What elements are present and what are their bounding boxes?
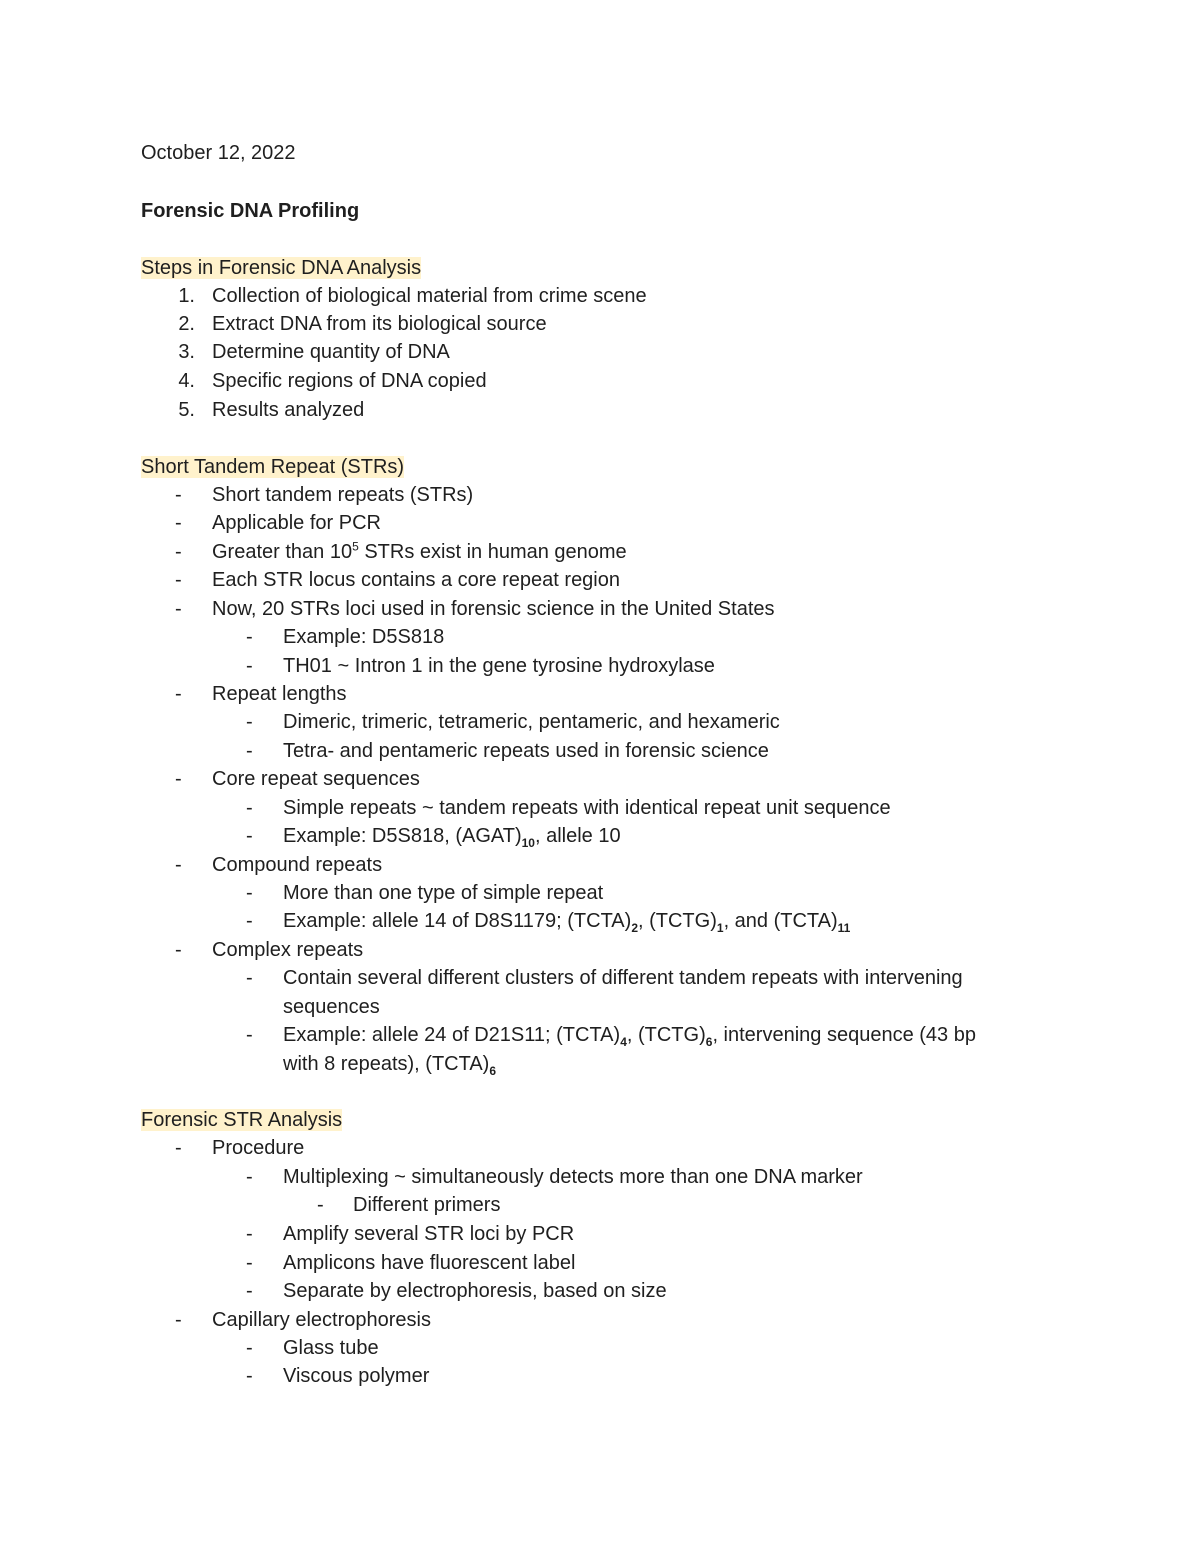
- list-number: 5.: [178, 399, 195, 421]
- list-subitem: Example: allele 14 of D8S1179; $(TCTA)_2$, $(TCTG)_1$, and $(TCTA)_{11}$: [283, 910, 851, 935]
- bullet-dash: -: [175, 854, 182, 876]
- list-item: Short tandem repeats (STRs): [212, 484, 474, 506]
- bullet-dash: -: [246, 882, 253, 904]
- list-item: Each STR locus contains a core repeat region: [212, 569, 620, 591]
- bullet-dash: -: [175, 1309, 182, 1331]
- list-item: Core repeat sequences: [212, 768, 420, 790]
- list-item: Procedure: [212, 1137, 305, 1159]
- list-item: Compound repeats: [212, 854, 383, 876]
- document-date: October 12, 2022: [141, 142, 296, 164]
- list-item: Repeat lengths: [212, 683, 347, 705]
- bullet-dash: -: [246, 1252, 253, 1274]
- list-subitem: Simple repeats ~ tandem repeats with identical repeat unit sequence: [283, 797, 891, 819]
- list-subitem: Tetra- and pentameric repeats used in forensic science: [283, 740, 769, 762]
- list-number: 4.: [178, 370, 195, 392]
- list-item: Determine quantity of DNA: [212, 341, 450, 363]
- list-item: Greater than $10^5$ STRs exist in human genome: [212, 539, 627, 563]
- bullet-dash: -: [175, 512, 182, 534]
- bullet-dash: -: [175, 598, 182, 620]
- bullet-dash: -: [246, 797, 253, 819]
- bullet-dash: -: [246, 711, 253, 733]
- list-subsubitem: Different primers: [353, 1194, 501, 1216]
- bullet-dash: -: [175, 541, 182, 563]
- bullet-dash: -: [246, 967, 253, 989]
- list-item: Complex repeats: [212, 939, 364, 961]
- list-subitem: Amplicons have fluorescent label: [283, 1252, 576, 1274]
- section-heading-str-analysis: Forensic STR Analysis: [141, 1109, 343, 1131]
- list-subitem: Example: D5S818: [283, 626, 445, 648]
- section-heading-steps: Steps in Forensic DNA Analysis: [141, 257, 422, 279]
- list-subitem: Amplify several STR loci by PCR: [283, 1223, 575, 1245]
- list-number: 3.: [178, 341, 195, 363]
- bullet-dash: -: [246, 1024, 253, 1046]
- bullet-dash: -: [246, 1166, 253, 1188]
- list-subitem-continuation: sequences: [283, 996, 380, 1018]
- document-title: Forensic DNA Profiling: [141, 200, 360, 222]
- bullet-dash: -: [175, 1137, 182, 1159]
- bullet-dash: -: [175, 768, 182, 790]
- list-item: Collection of biological material from crime scene: [212, 285, 647, 307]
- list-subitem: Separate by electrophoresis, based on size: [283, 1280, 667, 1302]
- bullet-dash: -: [246, 655, 253, 677]
- list-item: Results analyzed: [212, 399, 365, 421]
- list-subitem: Multiplexing ~ simultaneously detects more than one DNA marker: [283, 1166, 863, 1188]
- bullet-dash: -: [175, 484, 182, 506]
- list-subitem: More than one type of simple repeat: [283, 882, 604, 904]
- bullet-dash: -: [246, 1280, 253, 1302]
- list-number: 2.: [178, 313, 195, 335]
- list-subitem: Viscous polymer: [283, 1365, 430, 1387]
- list-number: 1.: [178, 285, 195, 307]
- list-subitem: Contain several different clusters of different tandem repeats with intervening: [283, 967, 963, 989]
- list-subitem: Glass tube: [283, 1337, 379, 1359]
- bullet-dash: -: [246, 825, 253, 847]
- section-heading-strs: Short Tandem Repeat (STRs): [141, 456, 405, 478]
- list-subitem: Example: allele 24 of D21S11; $(TCTA)_4$, $(TCTG)_6$, intervening sequence (43 bp: [283, 1024, 976, 1049]
- bullet-dash: -: [175, 683, 182, 705]
- bullet-dash: -: [246, 1365, 253, 1387]
- list-item: Extract DNA from its biological source: [212, 313, 547, 335]
- bullet-dash: -: [317, 1194, 324, 1216]
- list-item: Capillary electrophoresis: [212, 1309, 431, 1331]
- bullet-dash: -: [175, 939, 182, 961]
- list-item: Applicable for PCR: [212, 512, 381, 534]
- list-item: Now, 20 STRs loci used in forensic science in the United States: [212, 598, 775, 620]
- bullet-dash: -: [246, 1223, 253, 1245]
- bullet-dash: -: [246, 910, 253, 932]
- list-subitem-continuation: with 8 repeats), $(TCTA)_6$: [283, 1053, 497, 1078]
- list-subitem: TH01 ~ Intron 1 in the gene tyrosine hydroxylase: [283, 655, 715, 677]
- bullet-dash: -: [175, 569, 182, 591]
- bullet-dash: -: [246, 1337, 253, 1359]
- list-item: Specific regions of DNA copied: [212, 370, 487, 392]
- list-subitem: Dimeric, trimeric, tetrameric, pentameric, and hexameric: [283, 711, 780, 733]
- bullet-dash: -: [246, 740, 253, 762]
- list-subitem: Example: D5S818, $(AGAT)_{10}$, allele 10: [283, 825, 621, 850]
- bullet-dash: -: [246, 626, 253, 648]
